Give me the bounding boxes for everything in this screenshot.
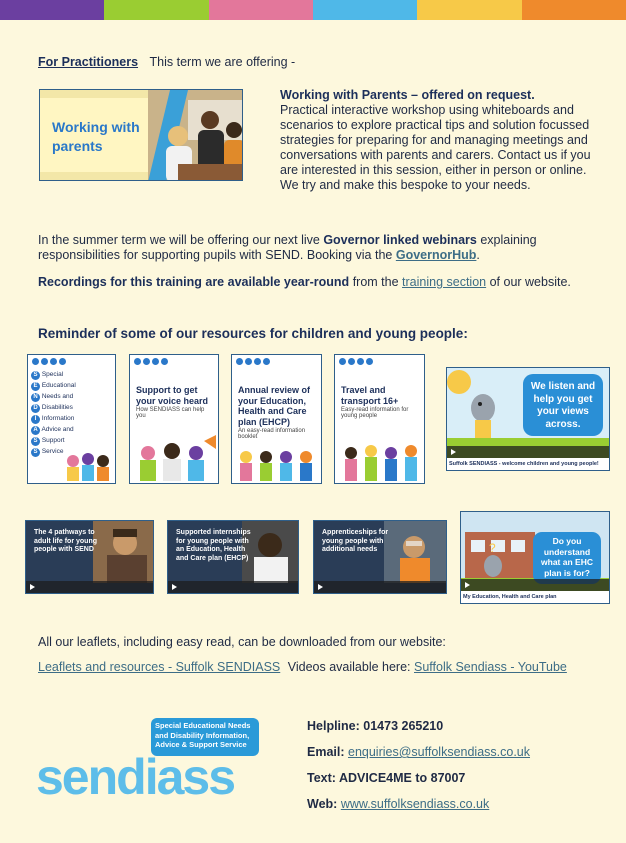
sendiass-logo — [36, 718, 266, 813]
acronym-item: E Educational — [31, 380, 112, 391]
governor-text-b: explaining responsibilities for supporting pupils with SEND. Booking via the — [38, 233, 537, 262]
email-label: Email: — [307, 745, 345, 759]
acronym-item: I Information — [31, 413, 112, 424]
video-title: The 4 pathways to adult life for young people with SEND — [34, 529, 97, 553]
governorhub-link[interactable]: GovernorHub — [395, 248, 477, 262]
governor-text-a: In the summer term we will be offering our next live — [38, 233, 320, 247]
leaflet-sendiass-acronym[interactable] — [27, 354, 116, 484]
training-section-link[interactable]: training section — [402, 275, 487, 289]
web-link[interactable]: www.suffolksendiass.co.uk — [340, 797, 490, 811]
leaflet-voice-heard[interactable] — [129, 354, 219, 484]
leaflet-subtitle: Easy-read information for young people — [341, 407, 409, 419]
contact-block — [307, 719, 530, 812]
pathways-video-photo — [93, 521, 153, 583]
leaflet-subtitle: An easy-read information booklet — [238, 428, 306, 440]
governor-end: . — [476, 248, 480, 262]
downloads-line: All our leaflets, including easy read, can be downloaded from our website: — [38, 635, 446, 649]
welcome-video-caption: Suffolk SENDIASS - welcome children and young people! — [447, 458, 610, 470]
color-stripe-2 — [104, 0, 208, 20]
color-stripe-5 — [417, 0, 521, 20]
acronym-item: D Disabilities — [31, 402, 112, 413]
video-controls[interactable] — [447, 446, 609, 458]
videos-available-text: Videos available here: — [287, 660, 411, 674]
text-line: Text: ADVICE4ME to 87007 — [307, 771, 466, 785]
recordings-paragraph — [38, 275, 608, 290]
video-controls[interactable] — [26, 581, 153, 593]
working-with-parents-image — [39, 89, 243, 181]
workshop-title: Working with Parents – offered on request. — [280, 88, 535, 102]
youtube-link[interactable]: Suffolk Sendiass - YouTube — [414, 660, 567, 674]
practitioners-heading: For Practitioners — [38, 55, 139, 69]
governor-paragraph — [38, 233, 588, 263]
parents-meeting-photo — [148, 90, 243, 181]
acronym-item: S Support — [31, 435, 112, 446]
color-stripe-6 — [522, 0, 626, 20]
leaflets-resources-link[interactable]: Leaflets and resources - Suffolk SENDIASS — [38, 660, 281, 674]
welcome-speech-bubble: We listen and help you get your views across. — [523, 374, 603, 436]
leaflet-travel-transport[interactable] — [334, 354, 425, 484]
email-link[interactable]: enquiries@suffolksendiass.co.uk — [348, 745, 531, 759]
acronym-list — [28, 367, 115, 459]
resources-heading: Reminder of some of our resources for children and young people: — [38, 326, 468, 341]
logo-tagline: Special Educational Needs and Disability Information, Advice & Support Service — [151, 718, 259, 756]
leaflet-annual-review[interactable] — [231, 354, 322, 484]
voice-illustration — [134, 433, 216, 481]
top-color-bar — [0, 0, 626, 20]
practitioners-heading-line — [38, 55, 295, 69]
video-supported-internships[interactable] — [167, 520, 299, 594]
apprenticeships-video-photo — [384, 521, 446, 583]
downloads-links — [38, 660, 618, 675]
color-stripe-1 — [0, 0, 104, 20]
color-stripe-4 — [313, 0, 417, 20]
recordings-text-a: from the — [352, 275, 399, 289]
ehc-video-caption: My Education, Health and Care plan — [461, 591, 610, 603]
video-title: Apprenticeships for young people with additional needs — [322, 529, 389, 553]
leaflet-header-dots — [130, 355, 218, 367]
leaflet-title: Annual review of your Education, Health and Care plan (EHCP) — [238, 385, 311, 427]
practitioners-intro: This term we are offering - — [149, 55, 296, 69]
workshop-block — [280, 88, 600, 193]
helpline: Helpline: 01473 265210 — [307, 719, 444, 733]
acronym-item: S Special — [31, 369, 112, 380]
web-label: Web: — [307, 797, 338, 811]
leaflet-title: Support to get your voice heard — [136, 385, 209, 406]
leaflet-header-dots — [232, 355, 321, 367]
svg-text:?: ? — [489, 541, 496, 555]
governor-bold: Governor linked webinars — [323, 233, 477, 247]
leaflet-header-dots — [28, 355, 115, 367]
logo-wordmark: sendiass — [36, 749, 235, 805]
leaflet-title: Travel and transport 16+ — [341, 385, 399, 406]
working-with-parents-image-text: Working with parents — [52, 119, 140, 154]
recordings-bold: Recordings for this training are available year-round — [38, 275, 350, 289]
acronym-item: S Service — [31, 446, 112, 457]
video-title: Supported internships for young people with an Education, Health and Care plan (EHCP) — [176, 529, 251, 562]
young-people-illustration — [63, 447, 113, 481]
color-stripe-3 — [209, 0, 313, 20]
review-illustration — [236, 445, 318, 481]
email-line — [307, 745, 530, 760]
video-controls[interactable] — [314, 581, 446, 593]
leaflet-header-dots — [335, 355, 424, 367]
recordings-text-b: of our website. — [489, 275, 571, 289]
video-apprenticeships[interactable] — [313, 520, 447, 594]
ehc-speech-bubble: Do you understand what an EHC plan is for? — [533, 532, 601, 584]
web-line — [307, 797, 530, 812]
video-controls[interactable] — [168, 581, 298, 593]
video-ehc-plan[interactable] — [460, 511, 610, 604]
acronym-item: N Needs and — [31, 391, 112, 402]
leaflet-subtitle: How SENDIASS can help you — [136, 407, 205, 419]
video-4-pathways[interactable] — [25, 520, 154, 594]
workshop-body: Practical interactive workshop using whiteboards and scenarios to explore practical tips and solution focussed strategies for preparing for and managing meetings and conversations with parents and carers. Contact us if you are interested in this session, either in person or online. We try and make this bespoke to your needs. — [280, 103, 591, 192]
video-controls[interactable] — [461, 579, 609, 591]
travel-illustration — [339, 435, 421, 481]
acronym-item: A Advice and — [31, 424, 112, 435]
video-welcome[interactable] — [446, 367, 610, 471]
